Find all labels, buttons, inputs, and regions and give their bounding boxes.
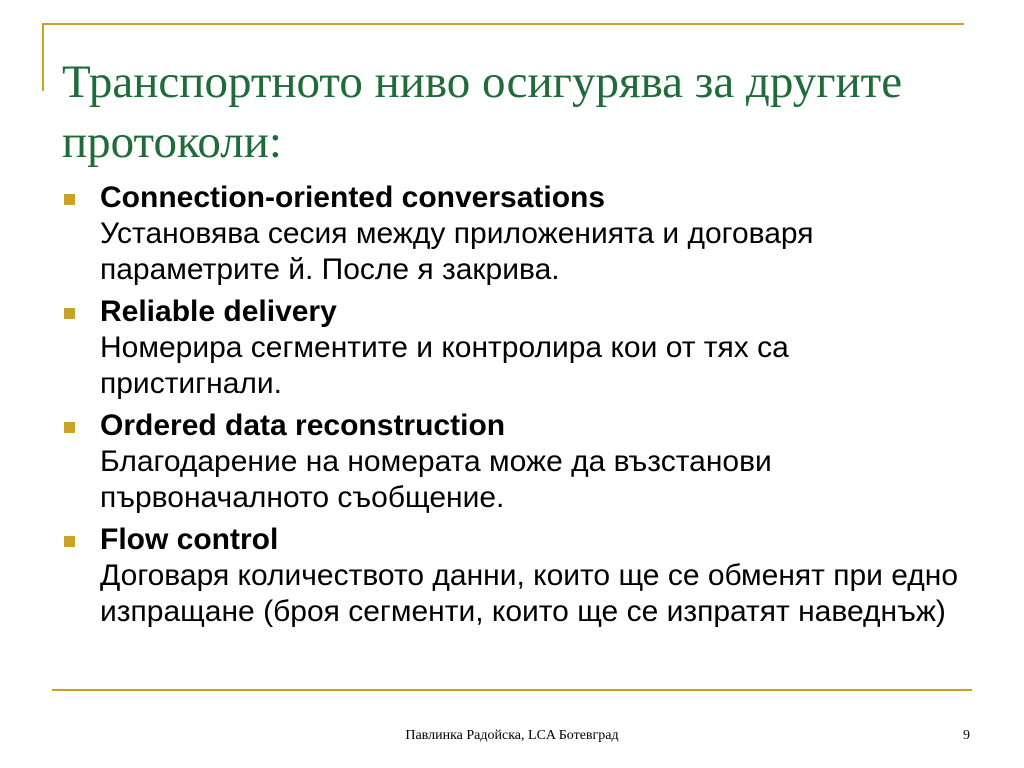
- footer-rule: [52, 689, 972, 691]
- slide-title: Транспортното ниво осигурява за другите протоколи:: [62, 56, 903, 168]
- frame-left-rule: [42, 23, 44, 91]
- bullet-item: [62, 522, 962, 630]
- bullet-list: [62, 180, 962, 636]
- bullet-heading: Flow control: [100, 523, 279, 556]
- bullet-item: [62, 180, 962, 288]
- square-bullet-icon: [64, 194, 75, 205]
- square-bullet-icon: [64, 536, 75, 547]
- bullet-heading: Connection-oriented conversations: [100, 181, 606, 214]
- bullet-description: Установява сесия между приложенията и договаря параметрите й. После я закрива.: [100, 217, 814, 286]
- bullet-heading: Ordered data reconstruction: [100, 409, 506, 442]
- bullet-heading: Reliable delivery: [100, 295, 337, 328]
- page-number: 9: [963, 728, 970, 743]
- bullet-description: Благодарение на номерата може да възстанови първоначалното съобщение.: [100, 445, 772, 514]
- bullet-description: Договаря количеството данни, които ще се обменят при едно изпращане (броя сегменти, които ще се изпратят наведнъж): [100, 559, 959, 628]
- frame-top-rule: [42, 23, 964, 25]
- bullet-description: Номерира сегментите и контролира кои от тях са пристигнали.: [100, 331, 789, 400]
- square-bullet-icon: [64, 308, 75, 319]
- footer-author: Павлинка Радойска, LCA Ботевград: [405, 728, 619, 743]
- square-bullet-icon: [64, 422, 75, 433]
- bullet-item: [62, 408, 962, 516]
- bullet-item: [62, 294, 962, 402]
